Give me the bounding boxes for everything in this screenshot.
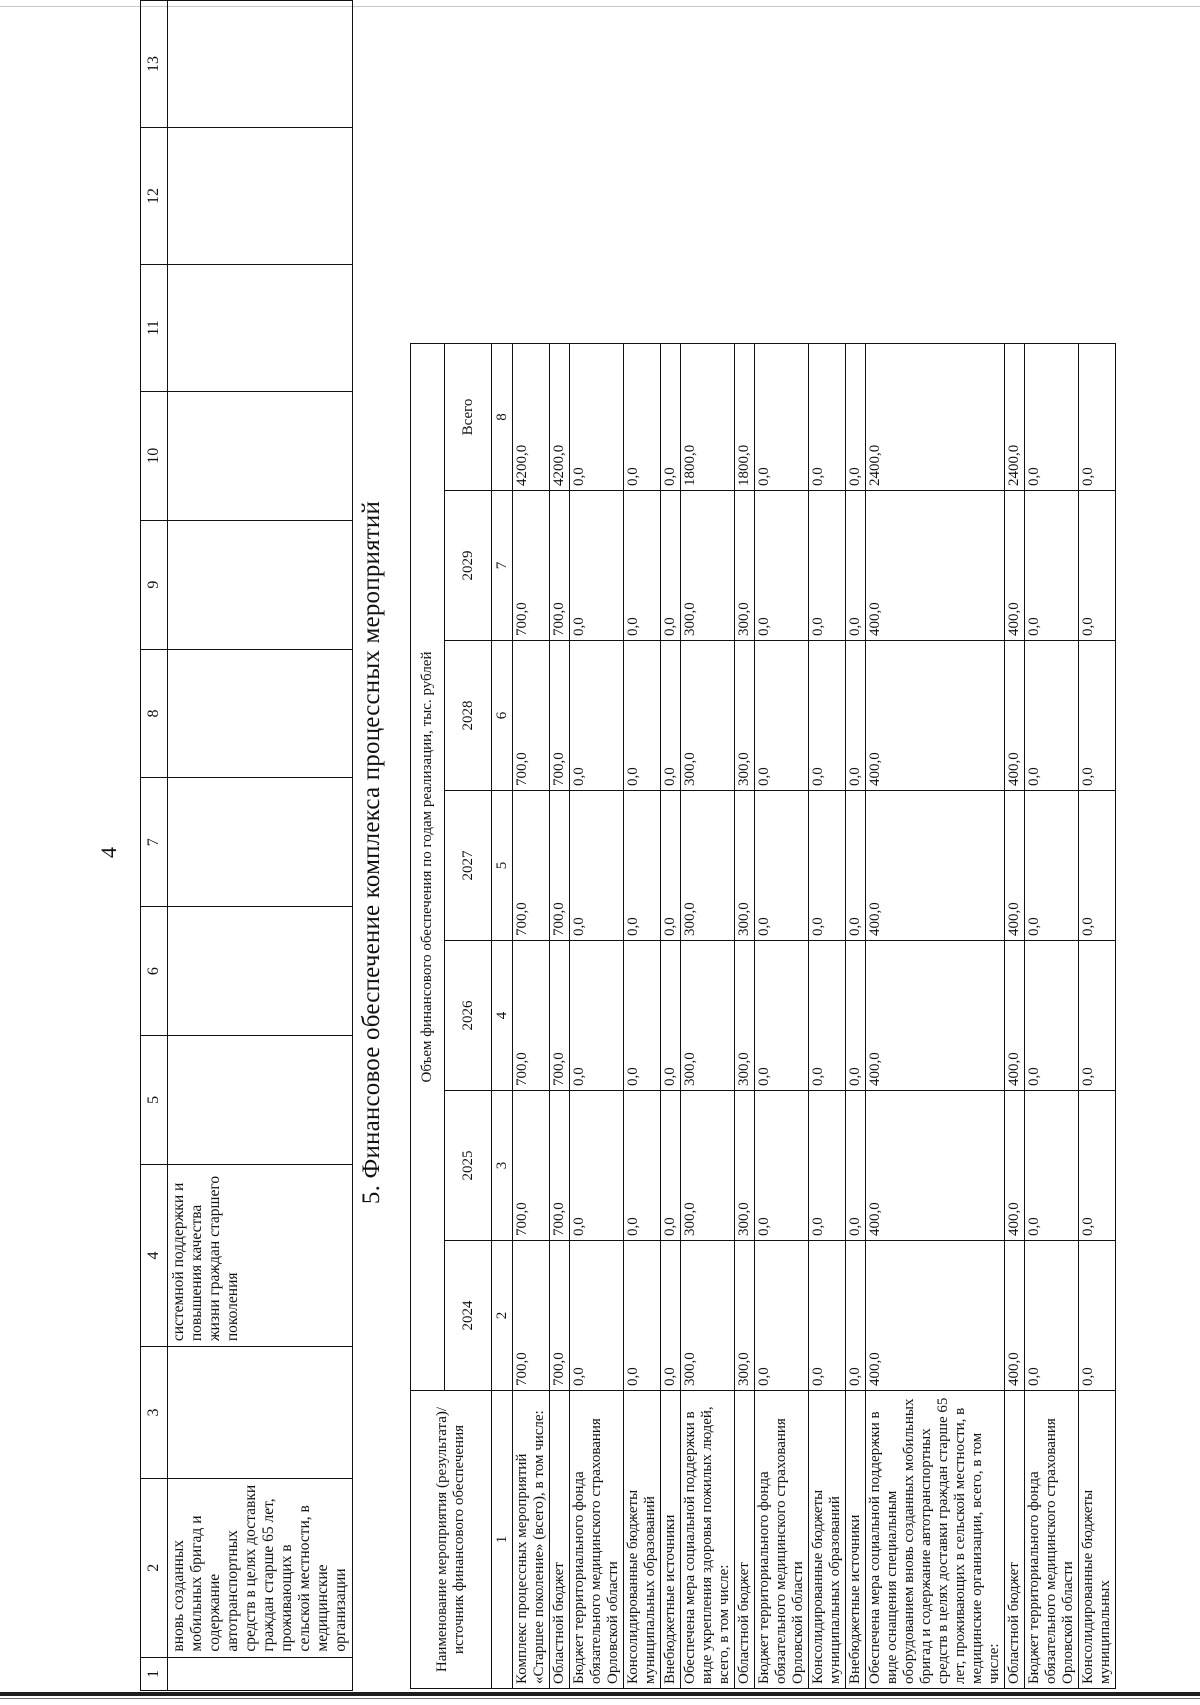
column-number-cell: 3 [141,1347,168,1479]
row-name-cell: Консолидированные бюджеты муниципальных образований [809,1391,846,1689]
value-cell: 0,0 [661,641,681,791]
value-cell: 0,0 [570,491,624,641]
value-cell: 2400,0 [866,344,1005,491]
value-cell: 700,0 [513,491,550,641]
value-cell: 700,0 [513,641,550,791]
value-cell: 700,0 [513,1091,550,1241]
continuation-body-row [168,1,353,1691]
value-cell: 1800,0 [681,344,735,491]
row-name-cell: Комплекс процессных мероприятий «Старшее поколение» (всего), в том числе: [513,1391,550,1689]
column-number-cell: 11 [141,264,168,391]
value-cell: 0,0 [1079,491,1116,641]
value-cell: 0,0 [1025,1241,1079,1391]
year-header-cell: 2029 [445,491,492,641]
finance-table [410,343,1116,1689]
row-name-cell: Областной бюджет [735,1391,755,1689]
value-cell: 0,0 [755,641,809,791]
value-cell: 0,0 [1025,344,1079,491]
table-cell [168,1347,353,1479]
value-cell: 300,0 [681,1241,735,1391]
value-cell: 400,0 [866,1241,1005,1391]
table-cell: системной поддержки и повышения качества жизни граждан старшего поколения [168,1164,353,1346]
table-cell [168,391,353,520]
funding-group-header: Объем финансового обеспечения по годам реализации, тыс. рублей [411,344,445,1391]
value-cell: 700,0 [513,1241,550,1391]
value-cell: 0,0 [661,941,681,1091]
value-cell: 0,0 [624,641,661,791]
value-cell: 0,0 [624,941,661,1091]
year-header-cell: 2027 [445,791,492,941]
value-cell: 300,0 [735,491,755,641]
column-number-cell: 9 [141,520,168,649]
value-cell: 0,0 [661,1091,681,1241]
year-header-cell: 2025 [445,1091,492,1241]
column-index-cell: 5 [492,791,513,941]
value-cell: 0,0 [1079,791,1116,941]
value-cell: 0,0 [755,791,809,941]
value-cell: 0,0 [809,1241,846,1391]
value-cell: 0,0 [1079,344,1116,491]
value-cell: 4200,0 [513,344,550,491]
table-cell: вновь созданных мобильных бригад и содержание автотранспортных средств в целях доставки граждан старше 65 лет, проживающих в сельской местности, в медицинские организации [168,1478,353,1657]
table-cell [168,1,353,128]
value-cell: 0,0 [755,941,809,1091]
value-cell: 700,0 [550,1241,570,1391]
value-cell: 400,0 [866,491,1005,641]
value-cell: 0,0 [1079,941,1116,1091]
value-cell: 0,0 [809,791,846,941]
column-index-cell: 7 [492,491,513,641]
value-cell: 300,0 [681,941,735,1091]
value-cell: 0,0 [755,1241,809,1391]
row-name-cell: Внебюджетные источники [846,1391,866,1689]
column-index-row [492,344,513,1689]
column-index-cell: 2 [492,1241,513,1391]
value-cell: 0,0 [1025,941,1079,1091]
row-name-cell: Бюджет территориального фонда обязательного медицинского страхования Орловской области [755,1391,809,1689]
value-cell: 300,0 [735,791,755,941]
column-number-cell: 2 [141,1478,168,1657]
table-row [866,344,1005,1689]
value-cell: 300,0 [681,491,735,641]
row-name-cell: Областной бюджет [1005,1391,1025,1689]
table-row [1005,344,1025,1689]
continuation-table [140,0,353,1691]
value-cell: 0,0 [846,344,866,491]
value-cell: 0,0 [846,791,866,941]
value-cell: 400,0 [866,641,1005,791]
section-title: 5. Финансовое обеспечение комплекса процессных мероприятий [358,500,385,1205]
value-cell: 0,0 [661,1241,681,1391]
value-cell: 700,0 [513,941,550,1091]
year-header-cell: Всего [445,344,492,491]
column-number-cell: 13 [141,1,168,128]
table-cell [168,1657,353,1690]
value-cell: 0,0 [661,344,681,491]
value-cell: 0,0 [846,1241,866,1391]
column-index-cell: 6 [492,641,513,791]
value-cell: 400,0 [866,1091,1005,1241]
table-row [513,344,550,1689]
value-cell: 0,0 [1079,1091,1116,1241]
table-row [846,344,866,1689]
value-cell: 0,0 [1025,641,1079,791]
value-cell: 400,0 [1005,1241,1025,1391]
value-cell: 700,0 [550,1091,570,1241]
value-cell: 0,0 [661,791,681,941]
value-cell: 700,0 [550,641,570,791]
table-row [550,344,570,1689]
column-index-cell: 3 [492,1091,513,1241]
table-row [1025,344,1079,1689]
value-cell: 0,0 [624,344,661,491]
value-cell: 4200,0 [550,344,570,491]
year-header-cell: 2028 [445,641,492,791]
column-number-cell: 1 [141,1657,168,1690]
value-cell: 0,0 [570,344,624,491]
value-cell: 0,0 [1079,1241,1116,1391]
value-cell: 0,0 [624,491,661,641]
column-index-cell: 4 [492,941,513,1091]
table-cell [168,264,353,391]
row-name-cell: Консолидированные бюджеты муниципальных образований [624,1391,661,1689]
value-cell: 0,0 [809,641,846,791]
value-cell: 700,0 [550,941,570,1091]
year-header-cell: 2026 [445,941,492,1091]
row-name-cell: Обеспечена мера социальной поддержки в виде укрепления здоровья пожилых людей, всего, в том числе: [681,1391,735,1689]
value-cell: 400,0 [866,791,1005,941]
table-row [570,344,624,1689]
value-cell: 700,0 [550,491,570,641]
value-cell: 0,0 [755,491,809,641]
value-cell: 0,0 [809,344,846,491]
row-name-cell: Бюджет территориального фонда обязательного медицинского страхования Орловской области [1025,1391,1079,1689]
value-cell: 0,0 [1079,641,1116,791]
value-cell: 400,0 [1005,491,1025,641]
value-cell: 0,0 [570,1091,624,1241]
value-cell: 0,0 [624,791,661,941]
table-cell [168,907,353,1036]
value-cell: 1800,0 [735,344,755,491]
table-row [681,344,735,1689]
column-number-cell: 4 [141,1164,168,1346]
value-cell: 0,0 [846,941,866,1091]
value-cell: 0,0 [809,941,846,1091]
value-cell: 0,0 [570,791,624,941]
value-cell: 700,0 [550,791,570,941]
value-cell: 0,0 [624,1241,661,1391]
value-cell: 300,0 [735,1091,755,1241]
value-cell: 400,0 [1005,941,1025,1091]
row-name-cell: Консолидированные бюджеты муниципальных [1079,1391,1116,1689]
row-name-cell: Внебюджетные источники [661,1391,681,1689]
value-cell: 400,0 [1005,1091,1025,1241]
value-cell: 300,0 [681,641,735,791]
continuation-header-row [141,1,168,1691]
value-cell: 0,0 [809,1091,846,1241]
finance-header-row [411,344,445,1689]
column-number-cell: 6 [141,907,168,1036]
table-cell [168,649,353,778]
value-cell: 0,0 [1025,791,1079,941]
value-cell: 0,0 [624,1091,661,1241]
value-cell: 0,0 [809,491,846,641]
table-row [1079,344,1116,1689]
value-cell: 300,0 [681,1091,735,1241]
table-row [661,344,681,1689]
row-name-cell: Обеспечена мера социальной поддержки в виде оснащения специальным оборудованием вновь созданных мобильных бригад и содержание автотранспортных средств в целях доставки граждан старше 65 лет, проживающих в сельской местности, в медицинские организации, всего, в том числе: [866,1391,1005,1689]
row-name-cell: Областной бюджет [550,1391,570,1689]
column-number-cell: 8 [141,649,168,778]
column-index-cell: 8 [492,344,513,491]
table-row [755,344,809,1689]
column-number-cell: 10 [141,391,168,520]
value-cell: 300,0 [681,791,735,941]
value-cell: 0,0 [1025,491,1079,641]
row-name-cell: Бюджет территориального фонда обязательного медицинского страхования Орловской области [570,1391,624,1689]
value-cell: 0,0 [661,491,681,641]
value-cell: 2400,0 [1005,344,1025,491]
scan-edge-bottom [0,1692,1200,1696]
value-cell: 400,0 [1005,641,1025,791]
value-cell: 300,0 [735,641,755,791]
value-cell: 700,0 [513,791,550,941]
value-cell: 0,0 [755,344,809,491]
column-number-cell: 7 [141,778,168,907]
table-cell [168,1035,353,1164]
value-cell: 0,0 [846,491,866,641]
value-cell: 400,0 [866,941,1005,1091]
value-cell: 400,0 [1005,791,1025,941]
value-cell: 0,0 [570,1241,624,1391]
column-number-cell: 12 [141,128,168,265]
value-cell: 0,0 [570,941,624,1091]
table-row [735,344,755,1689]
value-cell: 0,0 [570,641,624,791]
value-cell: 0,0 [755,1091,809,1241]
value-cell: 0,0 [846,641,866,791]
value-cell: 300,0 [735,1241,755,1391]
scan-edge-bottom-line [0,1698,1200,1699]
page-number: 4 [96,847,121,858]
table-row [809,344,846,1689]
column-index-cell: 1 [492,1391,513,1689]
value-cell: 0,0 [846,1091,866,1241]
column-number-cell: 5 [141,1035,168,1164]
table-cell [168,778,353,907]
value-cell: 300,0 [735,941,755,1091]
name-column-header: Наименование мероприятия (результата)/источник финансового обеспечения [411,1391,492,1689]
table-row [624,344,661,1689]
table-cell [168,520,353,649]
value-cell: 0,0 [1025,1091,1079,1241]
table-cell [168,128,353,265]
year-header-cell: 2024 [445,1241,492,1391]
